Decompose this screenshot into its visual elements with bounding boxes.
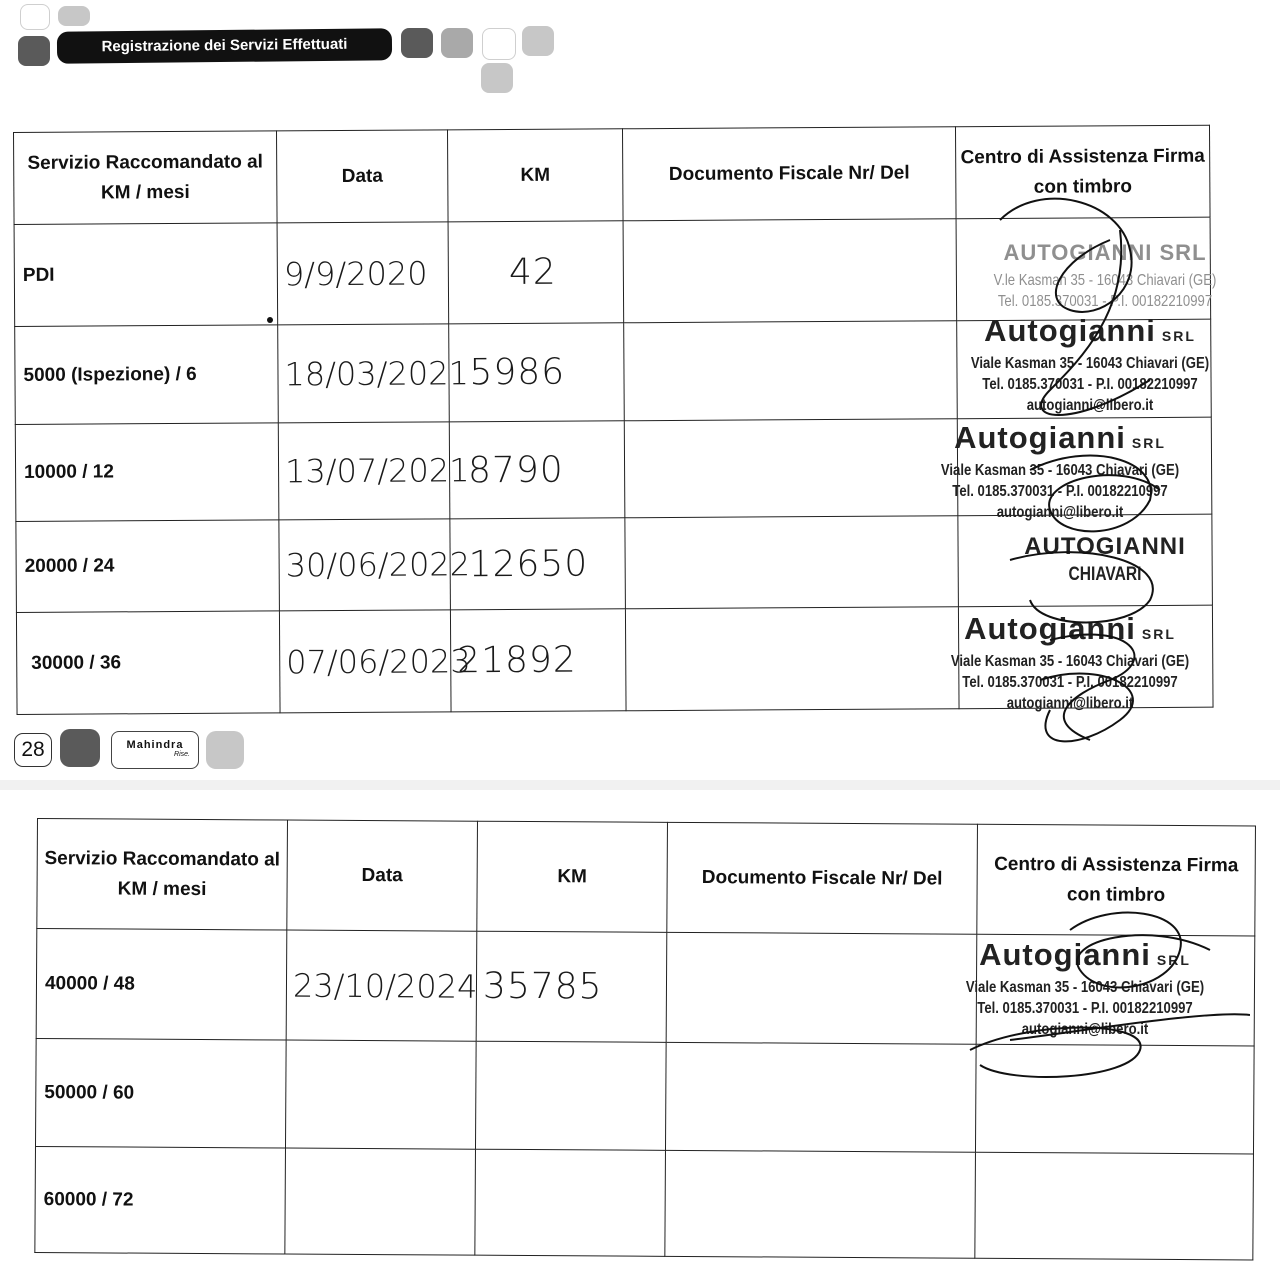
column-header-km: KM: [447, 129, 623, 222]
km-cell: 35785: [476, 931, 667, 1042]
dealer-stamp: Autogianni SRL Viale Kasman 35 - 16043 Chiavari (GE) Tel. 0185.370031 - P.I. 00182210997 autogianni@libero.it: [950, 611, 1190, 712]
date-cell: 9/9/2020: [277, 222, 449, 325]
table-row: [35, 1038, 1254, 1153]
dealer-stamp: Autogianni SRL Viale Kasman 35 - 16043 Chiavari (GE) Tel. 0185.370031 - P.I. 00182210997 autogianni@libero.it: [940, 420, 1180, 521]
date-cell: 23/10/2024: [286, 930, 477, 1041]
page-29: [0, 790, 1280, 1280]
service-cell: 10000 / 12: [15, 423, 279, 522]
dealer-stamp-partial: AUTOGIANNI CHIAVARI: [1024, 533, 1186, 585]
dealer-stamp-faded: AUTOGIANNI SRL V.le Kasman 35 - 16043 Chiavari (GE) Tel. 0185.370031 - P.I. 00182210997: [993, 240, 1217, 310]
date-cell: 18/03/2021: [278, 324, 450, 423]
deco-square: [20, 4, 50, 30]
page-number: 28: [14, 733, 52, 767]
km-cell: 21892: [450, 609, 626, 712]
km-cell: 12650: [450, 518, 626, 610]
stamp-cell: [975, 1152, 1254, 1260]
date-cell: 13/07/2021: [278, 422, 450, 520]
document-cell: [625, 516, 959, 609]
column-header-date: Data: [276, 130, 448, 223]
km-cell: [475, 1041, 666, 1150]
service-cell: PDI: [14, 223, 278, 327]
section-title: Registrazione dei Servizi Effettuati: [57, 28, 392, 64]
km-cell: 5986: [449, 323, 625, 422]
column-header-service-center: Centro di Assistenza Firma con timbro: [955, 125, 1210, 219]
stamp-cell: [975, 1044, 1254, 1154]
km-cell: 42: [448, 221, 624, 324]
column-header-document: Documento Fiscale Nr/ Del: [622, 127, 956, 221]
date-cell: 30/06/2022: [279, 519, 451, 611]
column-header-date: Data: [287, 820, 478, 931]
document-cell: [625, 607, 959, 711]
deco-square: [441, 28, 473, 58]
date-cell: [285, 1148, 476, 1255]
column-header-service: Servizio Raccomandato al KM / mesi: [37, 819, 288, 931]
deco-square: [206, 731, 244, 769]
date-cell: [285, 1040, 476, 1149]
table-header-row: [14, 125, 1211, 224]
document-cell: [624, 321, 958, 421]
deco-square: [18, 36, 50, 66]
service-cell: 20000 / 24: [16, 520, 280, 613]
deco-square: [60, 729, 100, 767]
service-cell: 60000 / 72: [35, 1146, 286, 1254]
km-cell: [475, 1149, 666, 1256]
column-header-km: KM: [477, 821, 668, 932]
column-header-service: Servizio Raccomandato al KM / mesi: [14, 131, 278, 225]
column-header-service-center: Centro di Assistenza Firma con timbro: [977, 824, 1256, 936]
table-header-row: [37, 819, 1256, 936]
mahindra-logo: Mahindra Rise.: [111, 731, 199, 769]
page-separator: [0, 780, 1280, 790]
dealer-stamp: Autogianni SRL Viale Kasman 35 - 16043 Chiavari (GE) Tel. 0185.370031 - P.I. 00182210997 autogianni@libero.it: [965, 937, 1205, 1038]
service-cell: 50000 / 60: [35, 1038, 286, 1148]
document-cell: [665, 1150, 976, 1258]
km-cell: 8790: [449, 421, 625, 519]
dealer-stamp: Autogianni SRL Viale Kasman 35 - 16043 Chiavari (GE) Tel. 0185.370031 - P.I. 00182210997 autogianni@libero.it: [970, 313, 1210, 414]
deco-square: [522, 26, 554, 56]
column-header-document: Documento Fiscale Nr/ Del: [667, 822, 978, 934]
deco-square: [401, 28, 433, 58]
table-row: [35, 1146, 1254, 1259]
document-cell: [665, 1042, 976, 1152]
service-cell: 40000 / 48: [36, 929, 287, 1041]
date-cell: 07/06/2023: [279, 610, 451, 713]
deco-square: [481, 63, 513, 93]
service-cell: 30000 / 36: [16, 611, 280, 715]
service-cell: 5000 (Ispezione) / 6: [15, 325, 279, 425]
deco-square: [58, 6, 90, 26]
deco-square: [482, 28, 516, 60]
document-cell: [623, 219, 957, 323]
